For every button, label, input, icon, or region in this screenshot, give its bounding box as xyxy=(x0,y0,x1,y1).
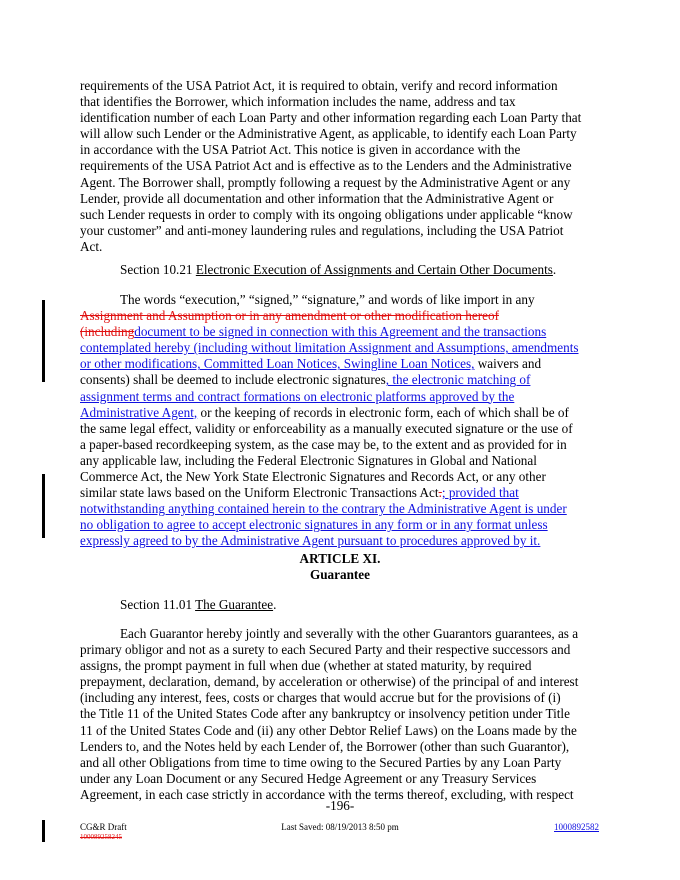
text-line: and all other Obligations from time to time owing to the Secured Parties by any Loan Party xyxy=(80,754,562,770)
inserted-text: ; provided that xyxy=(441,485,519,501)
text-line: Agreement, in each case strictly in accordance with the terms thereof, excluding, with respect xyxy=(80,786,574,802)
guarantee-paragraph xyxy=(80,626,600,803)
inserted-text: or other modifications, Committed Loan Notices, Swingline Loan Notices, xyxy=(80,356,475,372)
text-line: prepayment, declaration, demand, by acceleration or otherwise) of the principal of and interest xyxy=(80,674,579,690)
section-title: Electronic Execution of Assignments and Certain Other Documents xyxy=(195,262,553,277)
text-line: Commerce Act, the New York State Electronic Signatures and Records Act, or any other xyxy=(80,469,546,485)
text-line: the same legal effect, validity or enforceability as a manually executed signature or the use of xyxy=(80,420,573,436)
text-line: assigns, the prompt payment in full when due (whether at stated maturity, by required xyxy=(80,658,532,674)
text-line: Lenders to, and the Notes held by each Lender of, the Borrower (other than such Guarantor), xyxy=(80,738,570,754)
text-line: your customer” and anti-money laundering rules and regulations, including the USA Patriot xyxy=(80,222,564,238)
deleted-text: (including xyxy=(80,324,135,340)
text-line: Agent. The Borrower shall, promptly following a request by the Administrative Agent or any xyxy=(80,174,571,190)
document-id: 1000892582 xyxy=(554,822,599,832)
text-line: 11 of the United States Code and (ii) any other Debtor Relief Laws) on the Loans made by the xyxy=(80,722,577,738)
text-line: in accordance with the USA Patriot Act. This notice is given in accordance with the xyxy=(80,142,521,158)
section-10-21-heading xyxy=(120,262,600,278)
article-title: Guarantee xyxy=(309,567,371,582)
change-bar xyxy=(42,474,45,538)
section-number: Section 11.01 xyxy=(120,597,196,612)
section-number: Section 10.21 xyxy=(120,262,196,277)
text-line: the Title 11 of the United States Code after any bankruptcy or insolvency petition under Title xyxy=(80,706,570,722)
electronic-execution-paragraph xyxy=(80,292,600,550)
section-punct: . xyxy=(552,262,557,277)
text-line: Act. xyxy=(80,238,103,254)
inserted-text: expressly agreed to by the Administrative Agent pursuant to procedures approved by it. xyxy=(80,533,541,549)
inserted-text: document to be signed in connection with this Agreement and the transactions xyxy=(134,324,547,340)
old-document-id: 100089258245 xyxy=(80,833,122,841)
section-title: The Guarantee xyxy=(195,597,274,612)
inserted-text: contemplated hereby (including without limitation Assignment and Assumptions, amendments xyxy=(80,340,579,356)
change-bar xyxy=(42,300,45,382)
inserted-text: , the electronic matching of xyxy=(385,372,531,388)
text-line: a paper-based recordkeeping system, as the case may be, to the extent and as provided for in xyxy=(80,436,567,452)
inserted-text: Administrative Agent, xyxy=(80,404,198,420)
text-line: identification number of each Loan Party and other information regarding each Loan Party that xyxy=(80,110,582,126)
patriot-act-paragraph xyxy=(80,78,600,255)
text-line: that identifies the Borrower, which information includes the name, address and tax xyxy=(80,94,516,110)
deleted-text: Assignment and Assumption or in any amendment or other modification hereof xyxy=(80,308,499,324)
inserted-text: notwithstanding anything contained herein to the contrary the Administrative Agent is under xyxy=(80,501,567,517)
deleted-text: . xyxy=(438,485,442,501)
text-line: will allow such Lender or the Administrative Agent, as applicable, to identify each Loan Party xyxy=(80,126,577,142)
section-11-01-heading xyxy=(120,597,600,613)
text-segment: or the keeping of records in electronic form, each of which shall be of xyxy=(197,404,569,420)
text-line: under any Loan Document or any Secured Hedge Agreement or any Treasury Services xyxy=(80,770,537,786)
text-line: The words “execution,” “signed,” “signature,” and words of like import in any xyxy=(120,292,535,307)
text-line: primary obligor and not as a surety to each Secured Party and their respective successors and xyxy=(80,642,571,658)
inserted-text: no obligation to agree to accept electronic signatures in any form or in any format unless xyxy=(80,517,548,533)
text-segment: consents) shall be deemed to include electronic signatures xyxy=(80,372,386,388)
text-segment: similar state laws based on the Uniform Electronic Transactions Act xyxy=(80,485,439,501)
text-line: Lender, provide all documentation and other information that the Administrative Agent or xyxy=(80,190,554,206)
section-punct: . xyxy=(273,597,277,612)
inserted-text: assignment terms and contract formations on electronic platforms approved by the xyxy=(80,388,515,404)
text-segment: waivers and xyxy=(474,356,542,372)
article-number: ARTICLE XI. xyxy=(299,551,381,566)
page-number: -196- xyxy=(325,798,355,813)
last-saved: Last Saved: 08/19/2013 8:50 pm xyxy=(281,822,399,832)
draft-label: CG&R Draft xyxy=(80,822,127,832)
text-line: requirements of the USA Patriot Act, it is required to obtain, verify and record information xyxy=(80,78,558,93)
text-line: Each Guarantor hereby jointly and severally with the other Guarantors guarantees, as a xyxy=(120,626,579,641)
text-line: such Lender requests in order to comply with its ongoing obligations under applicable “know xyxy=(80,206,573,222)
text-line: requirements of the USA Patriot Act and is effective as to the Lenders and the Administrative xyxy=(80,158,572,174)
text-line: any applicable law, including the Federal Electronic Signatures in Global and National xyxy=(80,452,537,468)
text-line: (including any interest, fees, costs or charges that would accrue but for the provisions of (i) xyxy=(80,690,561,706)
